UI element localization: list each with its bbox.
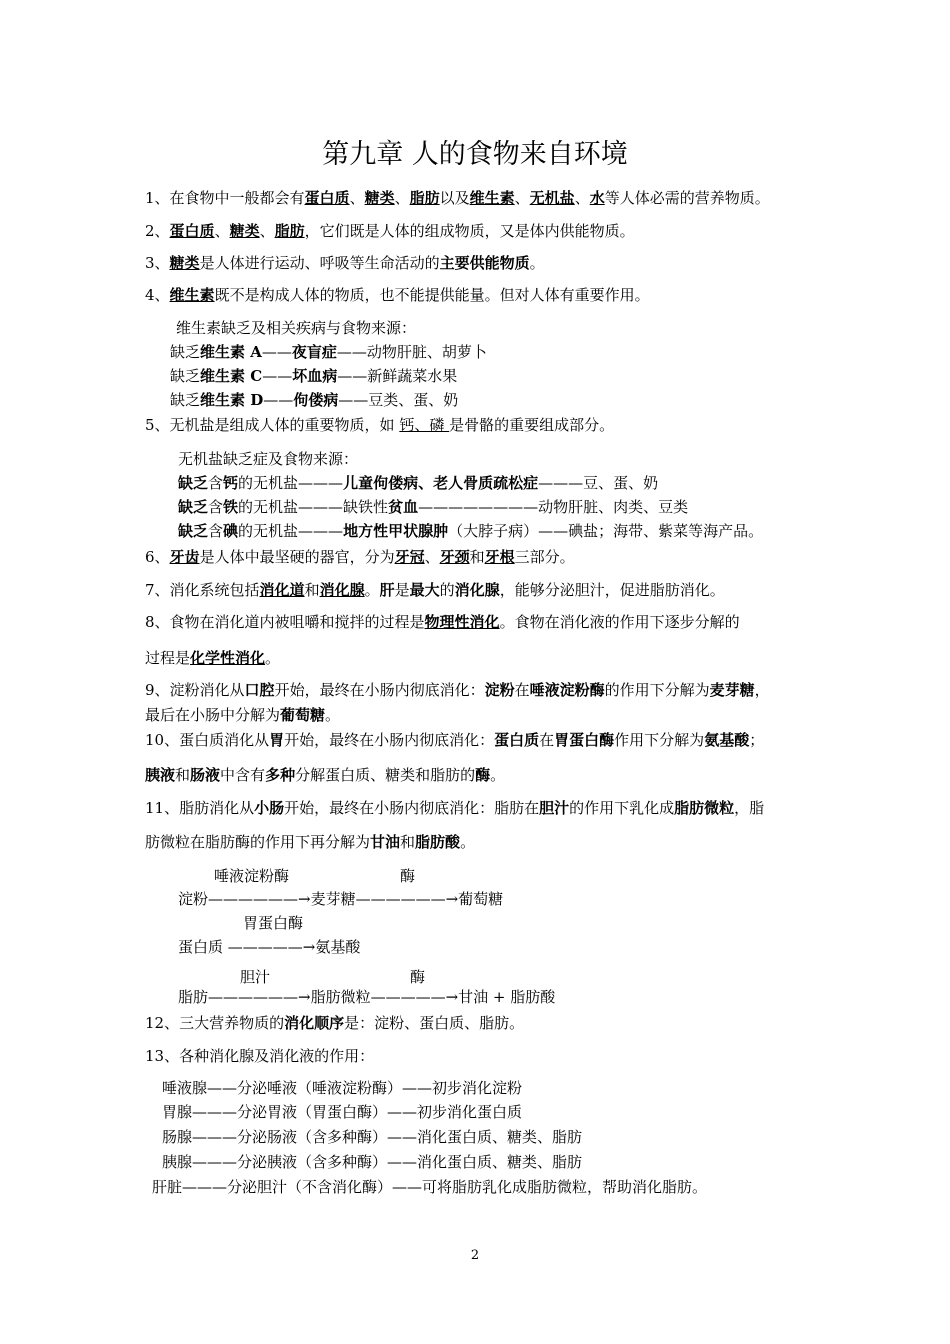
- gland-row: 胰腺———分泌胰液（含多种酶）——消化蛋白质、糖类、脂肪: [162, 1153, 583, 1171]
- point-10: 10、蛋白质消化从胃开始，最终在小肠内彻底消化：蛋白质在胃蛋白酶作用下分解为氨基酸；: [145, 731, 765, 749]
- point-6: 6、牙齿是人体中最坚硬的器官，分为牙冠、牙颈和牙根三部分。: [145, 548, 575, 566]
- flow-protein-enzyme: 胃蛋白酶: [243, 914, 304, 932]
- point-8: 8、食物在消化道内被咀嚼和搅拌的过程是物理性消化。食物在消化液的作用下逐步分解的: [145, 613, 740, 631]
- gland-row: 胃腺———分泌胃液（胃蛋白酶）——初步消化蛋白质: [162, 1103, 523, 1121]
- point-8-cont: 过程是化学性消化。: [145, 649, 281, 667]
- point-5: 5、无机盐是组成人体的重要物质，如 钙、磷 是骨骼的重要组成部分。: [145, 416, 615, 434]
- flow-fat-line: 脂肪——————→脂肪微粒—————→甘油 + 脂肪酸: [178, 988, 556, 1006]
- point-9: 9、淀粉消化从口腔开始，最终在小肠内彻底消化：淀粉在唾液淀粉酶的作用下分解为麦芽糖，: [145, 681, 770, 699]
- flow-starch-enzyme-1: 唾液淀粉酶: [214, 867, 290, 885]
- mineral-heading: 无机盐缺乏症及食物来源：: [178, 450, 359, 468]
- page-title: 第九章 人的食物来自环境: [322, 139, 628, 170]
- point-4: 4、维生素既不是构成人体的物质，也不能提供能量。但对人体有重要作用。: [145, 286, 650, 304]
- point-10-cont: 胰液和肠液中含有多种分解蛋白质、糖类和脂肪的酶。: [145, 766, 506, 784]
- vitamin-row: 缺乏维生素 A——夜盲症——动物肝脏、胡萝卜: [170, 343, 487, 361]
- point-7: 7、消化系统包括消化道和消化腺。肝是最大的消化腺，能够分泌胆汁，促进脂肪消化。: [145, 581, 725, 599]
- page-number: 2: [470, 1248, 480, 1263]
- flow-starch-line: 淀粉——————→麦芽糖——————→葡萄糖: [178, 890, 504, 908]
- point-13: 13、各种消化腺及消化液的作用：: [145, 1047, 375, 1065]
- mineral-row: 缺乏含碘的无机盐———地方性甲状腺肿（大脖子病）——碘盐；海带、紫菜等海产品。: [178, 522, 764, 540]
- flow-fat-enzyme-2: 酶: [410, 968, 426, 986]
- point-11: 11、脂肪消化从小肠开始，最终在小肠内彻底消化：脂肪在胆汁的作用下乳化成脂肪微粒，脂: [145, 799, 765, 817]
- vitamin-row: 缺乏维生素 C——坏血病——新鲜蔬菜水果: [170, 367, 458, 385]
- point-9-cont: 最后在小肠中分解为葡萄糖。: [145, 706, 341, 724]
- point-3: 3、糖类是人体进行运动、呼吸等生命活动的主要供能物质。: [145, 254, 545, 272]
- point-12: 12、三大营养物质的消化顺序是：淀粉、蛋白质、脂肪。: [145, 1014, 525, 1032]
- flow-protein-line: 蛋白质 —————→氨基酸: [178, 938, 361, 956]
- vitamin-row: 缺乏维生素 D——佝偻病——豆类、蛋、奶: [170, 391, 459, 409]
- vitamin-heading: 维生素缺乏及相关疾病与食物来源：: [176, 319, 417, 337]
- point-1: 1、在食物中一般都会有蛋白质、糖类、脂肪以及维生素、无机盐、水等人体必需的营养物质。: [145, 189, 770, 207]
- mineral-row: 缺乏含钙的无机盐———儿童佝偻病、老人骨质疏松症———豆、蛋、奶: [178, 474, 659, 492]
- gland-row: 唾液腺——分泌唾液（唾液淀粉酶）——初步消化淀粉: [162, 1079, 523, 1097]
- flow-starch-enzyme-2: 酶: [400, 867, 416, 885]
- flow-fat-enzyme-1: 胆汁: [240, 968, 271, 986]
- point-11-cont: 肪微粒在脂肪酶的作用下再分解为甘油和脂肪酸。: [145, 833, 476, 851]
- point-2: 2、蛋白质、糖类、脂肪，它们既是人体的组成物质，又是体内供能物质。: [145, 222, 635, 240]
- gland-row: 肠腺———分泌肠液（含多种酶）——消化蛋白质、糖类、脂肪: [162, 1128, 583, 1146]
- mineral-row: 缺乏含铁的无机盐———缺铁性贫血————————动物肝脏、肉类、豆类: [178, 498, 689, 516]
- gland-row: 肝脏———分泌胆汁（不含消化酶）——可将脂肪乳化成脂肪微粒，帮助消化脂肪。: [152, 1178, 708, 1196]
